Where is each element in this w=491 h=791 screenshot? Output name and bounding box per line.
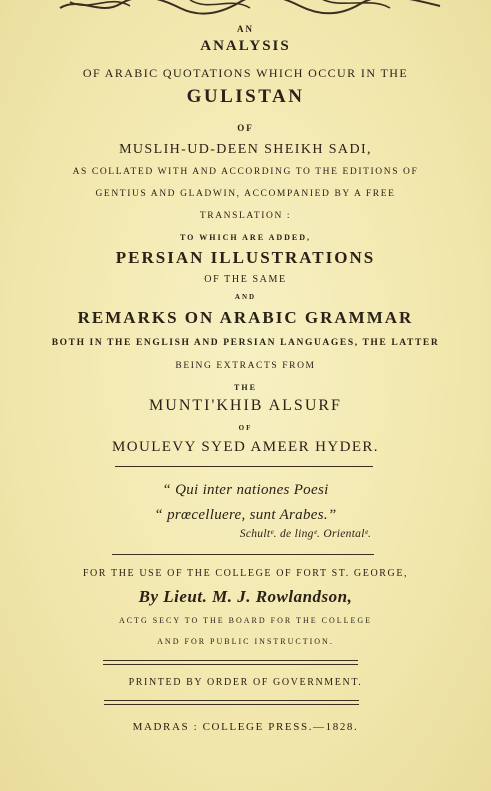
title-remarks: REMARKS ON ARABIC GRAMMAR [77, 308, 414, 327]
handwritten-scrawl-icon [40, 0, 460, 20]
title-translation: TRANSLATION : [199, 211, 292, 221]
imprint-for-use: FOR THE USE OF THE COLLEGE OF FORT ST. GEORGE, [82, 568, 409, 579]
title-both-1: BOTH IN THE ENGLISH AND PERSIAN LANGUAGES, THE LATTER [51, 338, 440, 348]
title-gulistan: GULISTAN [186, 86, 305, 107]
title-an: AN [237, 24, 254, 34]
title-of-the-same: OF THE SAME [204, 274, 287, 285]
title-author: MUSLIH-UD-DEEN SHEIKH SADI, [119, 142, 372, 157]
imprint-printed: PRINTED BY ORDER OF GOVERNMENT. [128, 677, 363, 688]
imprint-actg: ACTG SECY TO THE BOARD FOR THE COLLEGE [118, 616, 373, 625]
title-of-1: OF [237, 123, 254, 133]
title-to-which: TO WHICH ARE ADDED, [179, 233, 312, 242]
title-of-2: OF [238, 424, 253, 432]
title-muntikhib: MUNTI'KHIB ALSURF [149, 397, 342, 414]
imprint-madras: MADRAS : COLLEGE PRESS.—1828. [132, 721, 359, 733]
title-persian-illustrations: PERSIAN ILLUSTRATIONS [115, 248, 376, 267]
quote-line-1: “ Qui inter nationes Poesi [162, 482, 329, 498]
title-of-arabic-quotations: OF ARABIC QUOTATIONS WHICH OCCUR IN THE [82, 66, 409, 80]
title-and: AND [234, 293, 257, 301]
imprint-by-lieut: By Lieut. M. J. Rowlandson, [138, 587, 353, 606]
title-analysis: ANALYSIS [200, 38, 291, 54]
quote-line-2: “ prœcelluere, sunt Arabes.” [154, 507, 337, 523]
title-moulevy: MOULEVY SYED AMEER HYDER. [112, 439, 379, 455]
title-both-2: BEING EXTRACTS FROM [175, 361, 316, 371]
title-collated-1: AS COLLATED WITH AND ACCORDING TO THE EDITIONS OF [72, 167, 419, 177]
divider-rule-2 [112, 554, 374, 555]
quote-citation: Schultᵉ. de lingᵉ. Orientalᵉ. [239, 528, 372, 540]
imprint-and-public: AND FOR PUBLIC INSTRUCTION. [157, 637, 334, 646]
divider-double-rule-2 [104, 700, 359, 705]
title-collated-2: GENTIUS AND GLADWIN, ACCOMPANIED BY A FREE [95, 189, 396, 199]
title-the: THE [234, 383, 257, 392]
divider-rule-1 [115, 466, 373, 467]
divider-double-rule-1 [103, 660, 358, 665]
